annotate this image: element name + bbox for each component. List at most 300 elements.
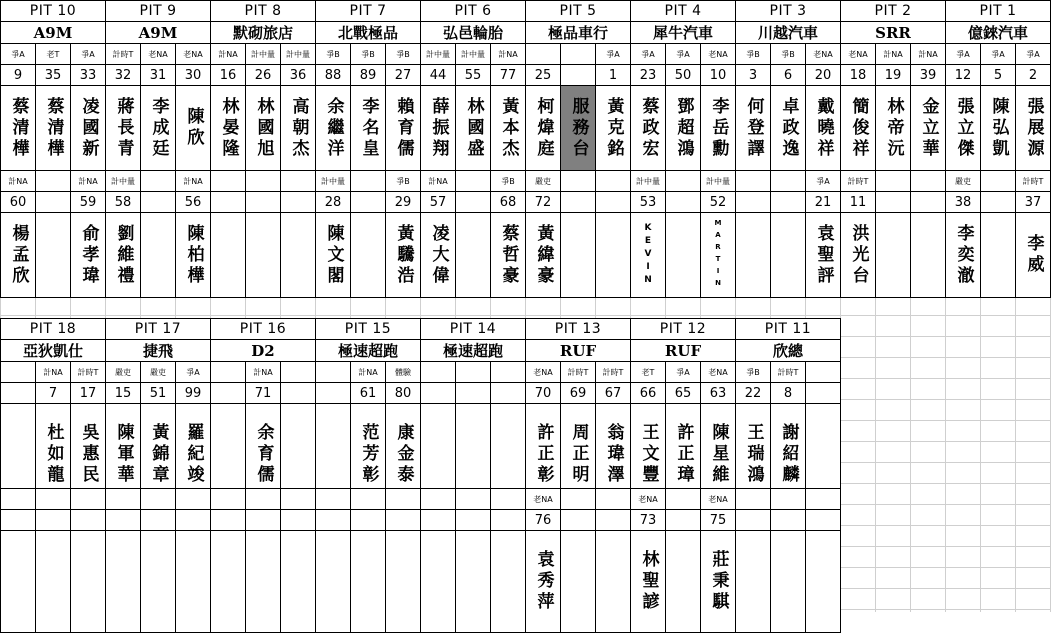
class-label [455, 488, 491, 510]
car-number: 17 [70, 382, 106, 404]
class-label: 老NA [525, 488, 561, 510]
car-number: 71 [245, 382, 281, 404]
pit-number: PIT 7 [315, 0, 421, 22]
car-number: 65 [665, 382, 701, 404]
car-number: 5 [980, 64, 1016, 86]
car-number: 18 [840, 64, 876, 86]
car-number [140, 191, 176, 213]
class-label: 計中量 [245, 43, 281, 65]
class-label [665, 170, 701, 192]
car-number [665, 191, 701, 213]
class-label: 爭A [70, 43, 106, 65]
class-label [665, 488, 701, 510]
driver-name [595, 530, 631, 633]
class-label [0, 361, 36, 383]
class-label: 爭A [945, 43, 981, 65]
class-label: 嚴吏 [105, 361, 141, 383]
driver-name: 薛振翔 [420, 85, 456, 171]
class-label: 爭B [315, 43, 351, 65]
pit-number: PIT 18 [0, 318, 106, 340]
car-number [875, 191, 911, 213]
car-number: 68 [490, 191, 526, 213]
car-number [735, 191, 771, 213]
driver-name: 蔡清樺 [0, 85, 36, 171]
driver-name: 張展源 [1015, 85, 1051, 171]
team-name: RUF [630, 339, 736, 362]
driver-name [560, 530, 596, 633]
class-label [175, 488, 211, 510]
class-label: 爭A [630, 43, 666, 65]
car-number [665, 509, 701, 531]
class-label [105, 488, 141, 510]
car-number: 59 [70, 191, 106, 213]
driver-name [0, 530, 36, 633]
car-number: 25 [525, 64, 561, 86]
driver-name: 余繼洋 [315, 85, 351, 171]
driver-name [420, 530, 456, 633]
car-number: 53 [630, 191, 666, 213]
car-number: 75 [700, 509, 736, 531]
driver-name: 袁秀萍 [525, 530, 561, 633]
car-number [35, 509, 71, 531]
car-number: 23 [630, 64, 666, 86]
driver-name: 凌大偉 [420, 212, 456, 298]
driver-name: 卓政逸 [770, 85, 806, 171]
car-number: 26 [245, 64, 281, 86]
car-number: 69 [560, 382, 596, 404]
car-number: 66 [630, 382, 666, 404]
class-label: 老NA [630, 488, 666, 510]
class-label: 爭B [735, 43, 771, 65]
car-number: 58 [105, 191, 141, 213]
pit-number: PIT 13 [525, 318, 631, 340]
driver-name: 王文豐 [630, 403, 666, 506]
car-number [315, 509, 351, 531]
team-name: 捷飛 [105, 339, 211, 362]
car-number: 72 [525, 191, 561, 213]
class-label [350, 488, 386, 510]
pit-number: PIT 16 [210, 318, 316, 340]
driver-name [245, 530, 281, 633]
driver-name [140, 212, 176, 298]
car-number [455, 382, 491, 404]
class-label [245, 170, 281, 192]
car-number [175, 509, 211, 531]
driver-name [770, 530, 806, 633]
car-number: 8 [770, 382, 806, 404]
car-number [70, 509, 106, 531]
class-label: 嚴吏 [525, 170, 561, 192]
driver-name: 羅紀竣 [175, 403, 211, 506]
class-label [525, 43, 561, 65]
class-label [210, 170, 246, 192]
driver-name [735, 212, 771, 298]
team-name: 亞狄凱仕 [0, 339, 106, 362]
driver-name: 李威 [1015, 212, 1051, 298]
driver-name: 林帝沅 [875, 85, 911, 171]
pit-number: PIT 6 [420, 0, 526, 22]
driver-name: 洪光台 [840, 212, 876, 298]
driver-name: 余育儒 [245, 403, 281, 506]
class-label [910, 170, 946, 192]
class-label: 計時T [770, 361, 806, 383]
team-name: D2 [210, 339, 316, 362]
car-number: 50 [665, 64, 701, 86]
class-label: 計NA [245, 361, 281, 383]
driver-name [455, 530, 491, 633]
team-name: A9M [0, 21, 106, 44]
class-label: 計NA [875, 43, 911, 65]
class-label: 爭A [0, 43, 36, 65]
car-number: 60 [0, 191, 36, 213]
class-label [385, 488, 421, 510]
class-label [805, 361, 841, 383]
class-label: 爭A [805, 170, 841, 192]
car-number [770, 191, 806, 213]
class-label [70, 488, 106, 510]
driver-name: 范芳彰 [350, 403, 386, 506]
class-label: 計NA [0, 170, 36, 192]
class-label [280, 170, 316, 192]
car-number: 1 [595, 64, 631, 86]
car-number [140, 509, 176, 531]
driver-name: 簡俊祥 [840, 85, 876, 171]
car-number: 37 [1015, 191, 1051, 213]
class-label [210, 488, 246, 510]
pit-number: PIT 3 [735, 0, 841, 22]
team-name: 北戰極品 [315, 21, 421, 44]
car-number [315, 382, 351, 404]
car-number [420, 509, 456, 531]
driver-name [175, 530, 211, 633]
team-name: 極速超跑 [420, 339, 526, 362]
team-name: 默砌旅店 [210, 21, 316, 44]
car-number [595, 191, 631, 213]
team-name: RUF [525, 339, 631, 362]
pit-number: PIT 9 [105, 0, 211, 22]
driver-name: 許正彰 [525, 403, 561, 506]
driver-name: 服務台 [560, 85, 596, 171]
driver-name: 翁瑋澤 [595, 403, 631, 506]
class-label: 計中量 [455, 43, 491, 65]
driver-name: 王瑞鴻 [735, 403, 771, 506]
class-label: 爭A [980, 43, 1016, 65]
car-number: 56 [175, 191, 211, 213]
team-name: 弘邑輪胎 [420, 21, 526, 44]
car-number [805, 509, 841, 531]
car-number [0, 382, 36, 404]
driver-name: 林晏隆 [210, 85, 246, 171]
class-label [140, 488, 176, 510]
driver-name: 賴育儒 [385, 85, 421, 171]
car-number: 88 [315, 64, 351, 86]
class-label: 老NA [840, 43, 876, 65]
class-label: 老NA [525, 361, 561, 383]
class-label: 嚴吏 [140, 361, 176, 383]
driver-name [770, 212, 806, 298]
car-number [980, 191, 1016, 213]
driver-name: 陳文閣 [315, 212, 351, 298]
car-number: 15 [105, 382, 141, 404]
car-number [350, 509, 386, 531]
car-number [280, 191, 316, 213]
driver-name [805, 530, 841, 633]
driver-name: 蔡清樺 [35, 85, 71, 171]
class-label: 老T [35, 43, 71, 65]
pit-number: PIT 14 [420, 318, 526, 340]
class-label [595, 488, 631, 510]
car-number: 29 [385, 191, 421, 213]
pit-number: PIT 11 [735, 318, 841, 340]
car-number [105, 509, 141, 531]
car-number [490, 509, 526, 531]
driver-name [910, 212, 946, 298]
car-number: 51 [140, 382, 176, 404]
class-label [0, 488, 36, 510]
class-label: 老NA [805, 43, 841, 65]
car-number [350, 191, 386, 213]
car-number: 19 [875, 64, 911, 86]
class-label [245, 488, 281, 510]
driver-name: KEVIN [630, 212, 666, 298]
class-label [315, 488, 351, 510]
class-label [595, 170, 631, 192]
class-label: 計NA [420, 170, 456, 192]
car-number: 20 [805, 64, 841, 86]
driver-name: 黃克銘 [595, 85, 631, 171]
driver-name: 陳欣 [175, 85, 211, 171]
driver-name: 凌國新 [70, 85, 106, 171]
class-label: 計時T [105, 43, 141, 65]
class-label: 體驗 [385, 361, 421, 383]
car-number: 6 [770, 64, 806, 86]
class-label: 嚴吏 [945, 170, 981, 192]
class-label [140, 170, 176, 192]
class-label [560, 170, 596, 192]
class-label: 計NA [490, 43, 526, 65]
car-number: 16 [210, 64, 246, 86]
car-number [420, 382, 456, 404]
driver-name: 李岳勳 [700, 85, 736, 171]
class-label: 計中量 [700, 170, 736, 192]
class-label: 計NA [350, 361, 386, 383]
car-number [560, 64, 596, 86]
class-label [735, 170, 771, 192]
driver-name [70, 530, 106, 633]
class-label: 計中量 [630, 170, 666, 192]
car-number: 76 [525, 509, 561, 531]
class-label [875, 170, 911, 192]
driver-name: 張立傑 [945, 85, 981, 171]
class-label [455, 170, 491, 192]
class-label: 計中量 [315, 170, 351, 192]
class-label [210, 361, 246, 383]
driver-name [280, 212, 316, 298]
team-name: 川越汽車 [735, 21, 841, 44]
car-number: 77 [490, 64, 526, 86]
car-number: 10 [700, 64, 736, 86]
driver-name: 何登譯 [735, 85, 771, 171]
gridline [0, 315, 1051, 316]
car-number: 44 [420, 64, 456, 86]
pit-number: PIT 2 [840, 0, 946, 22]
car-number [560, 509, 596, 531]
car-number: 11 [840, 191, 876, 213]
class-label [455, 361, 491, 383]
car-number [560, 191, 596, 213]
pit-number: PIT 5 [525, 0, 631, 22]
class-label [420, 361, 456, 383]
pit-number: PIT 17 [105, 318, 211, 340]
class-label [770, 170, 806, 192]
car-number: 12 [945, 64, 981, 86]
car-number [735, 509, 771, 531]
car-number: 35 [35, 64, 71, 86]
class-label [980, 170, 1016, 192]
team-name: 犀牛汽車 [630, 21, 736, 44]
driver-name [35, 212, 71, 298]
driver-name: 高朝杰 [280, 85, 316, 171]
driver-name: 康金泰 [385, 403, 421, 506]
class-label: 計時T [560, 361, 596, 383]
driver-name: MARTIN [700, 212, 736, 298]
driver-name [875, 212, 911, 298]
class-label: 計中量 [105, 170, 141, 192]
class-label [490, 361, 526, 383]
car-number: 28 [315, 191, 351, 213]
class-label: 爭B [385, 43, 421, 65]
driver-name [560, 212, 596, 298]
car-number: 38 [945, 191, 981, 213]
car-number [385, 509, 421, 531]
class-label [735, 488, 771, 510]
driver-name [980, 212, 1016, 298]
car-number: 80 [385, 382, 421, 404]
driver-name: 陳星維 [700, 403, 736, 506]
pit-number: PIT 4 [630, 0, 736, 22]
car-number: 89 [350, 64, 386, 86]
class-label: 計NA [70, 170, 106, 192]
class-label: 計時T [595, 361, 631, 383]
driver-name: 陳柏樺 [175, 212, 211, 298]
driver-name: 蔡哲豪 [490, 212, 526, 298]
class-label: 老NA [140, 43, 176, 65]
driver-name [385, 530, 421, 633]
class-label: 老NA [175, 43, 211, 65]
driver-name: 袁聖評 [805, 212, 841, 298]
class-label: 爭B [735, 361, 771, 383]
car-number: 36 [280, 64, 316, 86]
driver-name: 蔡政宏 [630, 85, 666, 171]
class-label: 老T [630, 361, 666, 383]
class-label: 爭A [175, 361, 211, 383]
car-number [770, 509, 806, 531]
car-number: 7 [35, 382, 71, 404]
car-number: 30 [175, 64, 211, 86]
driver-name [245, 212, 281, 298]
driver-name [210, 530, 246, 633]
pit-number: PIT 12 [630, 318, 736, 340]
class-label: 計時T [70, 361, 106, 383]
car-number: 67 [595, 382, 631, 404]
pit-number: PIT 1 [945, 0, 1051, 22]
class-label: 計NA [910, 43, 946, 65]
driver-name: 黃緯豪 [525, 212, 561, 298]
class-label: 爭A [595, 43, 631, 65]
driver-name: 杜如龍 [35, 403, 71, 506]
car-number [35, 191, 71, 213]
car-number [210, 191, 246, 213]
team-name: 極品車行 [525, 21, 631, 44]
car-number [910, 191, 946, 213]
class-label: 計NA [35, 361, 71, 383]
driver-name: 劉維禮 [105, 212, 141, 298]
car-number: 63 [700, 382, 736, 404]
driver-name: 戴曉祥 [805, 85, 841, 171]
car-number: 22 [735, 382, 771, 404]
driver-name: 陳弘凱 [980, 85, 1016, 171]
driver-name: 林聖諺 [630, 530, 666, 633]
car-number: 27 [385, 64, 421, 86]
class-label: 計NA [210, 43, 246, 65]
car-number [455, 191, 491, 213]
class-label: 爭B [770, 43, 806, 65]
class-label: 爭B [385, 170, 421, 192]
class-label: 老NA [700, 488, 736, 510]
class-label [35, 170, 71, 192]
car-number [455, 509, 491, 531]
driver-name: 吳惠民 [70, 403, 106, 506]
class-label [805, 488, 841, 510]
car-number: 99 [175, 382, 211, 404]
driver-name: 柯煒庭 [525, 85, 561, 171]
driver-name: 俞孝瑋 [70, 212, 106, 298]
driver-name: 李奕澈 [945, 212, 981, 298]
class-label [770, 488, 806, 510]
class-label: 老NA [700, 361, 736, 383]
team-name: A9M [105, 21, 211, 44]
driver-name: 鄧超鴻 [665, 85, 701, 171]
car-number [280, 382, 316, 404]
driver-name [350, 530, 386, 633]
driver-name [455, 212, 491, 298]
driver-name [490, 530, 526, 633]
class-label: 計中量 [420, 43, 456, 65]
driver-name: 林國旭 [245, 85, 281, 171]
pit-number: PIT 8 [210, 0, 316, 22]
car-number: 55 [455, 64, 491, 86]
class-label: 老NA [700, 43, 736, 65]
team-name: SRR [840, 21, 946, 44]
class-label [35, 488, 71, 510]
driver-name: 許正璋 [665, 403, 701, 506]
car-number: 9 [0, 64, 36, 86]
class-label: 爭B [490, 170, 526, 192]
driver-name: 李成廷 [140, 85, 176, 171]
car-number: 39 [910, 64, 946, 86]
class-label [350, 170, 386, 192]
car-number: 61 [350, 382, 386, 404]
car-number [805, 382, 841, 404]
driver-name [140, 530, 176, 633]
car-number: 32 [105, 64, 141, 86]
driver-name: 蔣長青 [105, 85, 141, 171]
class-label: 爭A [665, 361, 701, 383]
car-number [490, 382, 526, 404]
driver-name [210, 212, 246, 298]
class-label: 爭A [1015, 43, 1051, 65]
car-number: 57 [420, 191, 456, 213]
